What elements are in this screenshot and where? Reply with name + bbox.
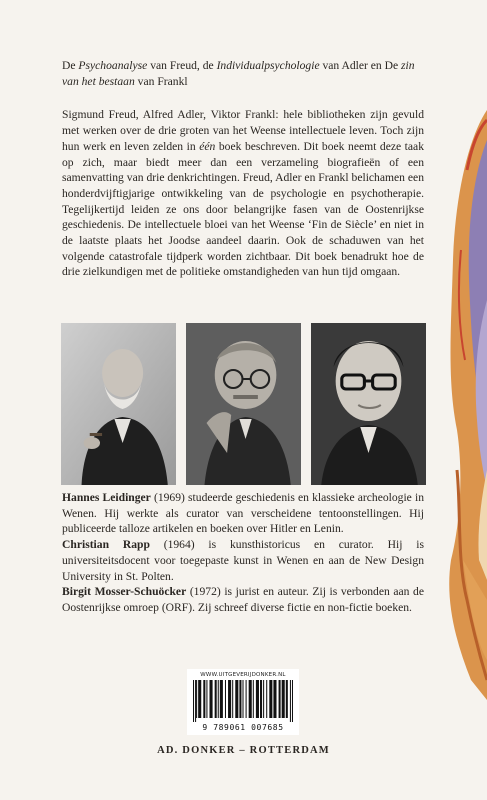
author-bios [62,490,424,616]
author-bio-text: (1964) is kunsthistoricus en curator. Hij is universiteitsdocent voor toegepaste kunst in Wenen en aan de New Design University in St. Polten. [62,538,424,583]
intro-line [62,58,424,89]
barcode-bar [232,680,233,718]
barcode-bars [193,680,293,722]
barcode-bar [206,680,207,718]
barcode-bar [215,680,217,718]
publisher-url: WWW.UITGEVERIJDONKER.NL [200,672,286,678]
barcode-bar [249,680,252,718]
body_text-segment: één [199,139,216,153]
barcode-bar [273,680,276,718]
author-bio [62,490,424,537]
body_text-segment: boek beschreven. Dit boek neemt deze taak op zich, maar biedt meer dan een verzameling biografieën of een samenvatting van drie denkrichtingen. Freud, Adler en Frankl belichamen een honderdvijftigjarige ontwikkeling van de psychologie en psychotherapie. Tegelijkertijd leiden ze ons door belangrijke fasen van de Oostenrijkse geschiedenis. De intellectuele bloei van het Weense ‘Fin de Siècle’ en niet in de laatste plaats het Joodse aandeel daarin. Ook de schaduwen van het volgende catastrofale tijdperk worden zichtbaar. Dit boek benadrukt hoe de drie zielkundigen met de politieke omstandigheden van hun tijd omgaan. [62,139,424,279]
cover-painting-edge [427,0,487,800]
intro-segment: van Freud, de [147,59,217,72]
barcode-bar [195,680,196,722]
publisher-imprint: AD. DONKER – ROTTERDAM [157,745,330,756]
intro-segment: Psychoanalyse [78,59,148,72]
author-bio-text: (1972) is jurist en auteur. Zij is verbonden aan de Oostenrijkse omroep (ORF). Zij schreef diverse fictie en non-fictie boeken. [62,585,424,614]
isbn-digits: 9 789061 007685 [202,723,284,732]
back-cover-text [62,58,424,292]
barcode-bar [290,680,291,722]
barcode [187,669,299,735]
barcode-bar [235,680,238,718]
author-portraits [61,323,426,485]
barcode-bar [228,680,231,718]
barcode-bar [220,680,223,718]
barcode-bar [203,680,205,718]
barcode-bar [269,680,272,718]
barcode-bar [196,680,197,718]
barcode-bar [286,680,288,718]
body_text-segment: Sigmund Freud, Alfred Adler, Viktor Frankl: hele bibliotheken zijn gevuld met werken over de drie groten van het Weense intellectuele leven. Toch zijn hun werk en leven zelden in [62,108,424,153]
barcode-bar [282,680,285,718]
author-bio-text: (1969) studeerde geschiedenis en klassieke archeologie in Wenen. Hij werkte als curator van verscheidene tentoonstellingen. Hij publiceerde talloze artikelen en boeken over Hitler en Lenin. [62,491,424,536]
barcode-bar [218,680,219,718]
author-name: Birgit Mosser-Schuöcker [62,585,187,599]
intro-segment: van Adler en De [319,59,402,72]
barcode-bar [246,680,247,718]
barcode-bar [193,680,194,722]
barcode-bar [225,680,226,718]
author-name: Christian Rapp [62,538,150,552]
barcode-bar [239,680,241,718]
barcode-bar [279,680,281,718]
barcode-bar [209,680,212,718]
portrait-freud [61,323,176,485]
blurb-paragraph [62,107,424,280]
author-name: Hannes Leidinger [62,491,151,504]
intro-segment: De [62,59,79,72]
intro-segment: zin van het bestaan [62,59,415,88]
barcode-bar [292,680,293,722]
barcode-bar [253,680,254,718]
barcode-bar [263,680,264,718]
barcode-bar [260,680,262,718]
barcode-bar [266,680,267,718]
portrait-frankl [311,323,426,485]
intro-segment: van Frankl [134,74,188,88]
author-bio [62,537,424,584]
portrait-adler [186,323,301,485]
barcode-bar [198,680,201,718]
barcode-bar [256,680,259,718]
intro-segment: Individualpsychologie [216,59,320,72]
author-bio [62,584,424,615]
barcode-bar [242,680,243,718]
